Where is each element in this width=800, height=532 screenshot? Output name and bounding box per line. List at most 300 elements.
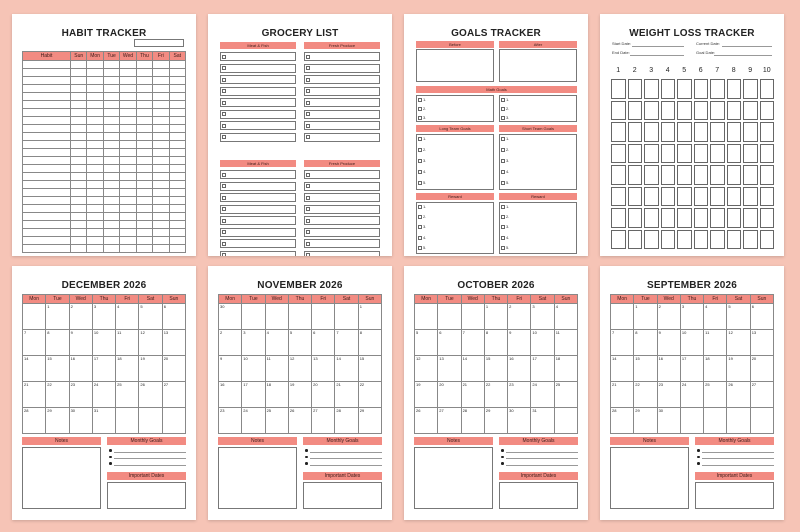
calendar-day-cell[interactable]: 21 <box>23 382 46 408</box>
habit-name-cell[interactable] <box>23 205 71 213</box>
calendar-day-cell[interactable]: 3 <box>93 304 116 330</box>
habit-check-cell[interactable] <box>104 205 120 213</box>
weight-entry-cell[interactable] <box>628 187 643 207</box>
habit-check-cell[interactable] <box>71 77 87 85</box>
weight-entry-cell[interactable] <box>710 230 725 250</box>
goal-line[interactable] <box>506 452 578 453</box>
habit-check-cell[interactable] <box>170 205 186 213</box>
weight-entry-cell[interactable] <box>710 101 725 121</box>
calendar-day-cell[interactable]: 4 <box>266 330 289 356</box>
calendar-day-cell[interactable]: 22 <box>485 382 508 408</box>
habit-name-cell[interactable] <box>23 221 71 229</box>
long-team-goal-checkbox[interactable] <box>418 181 422 185</box>
calendar-day-cell[interactable]: 21 <box>335 382 358 408</box>
grocery-item-field[interactable] <box>304 205 380 214</box>
habit-check-cell[interactable] <box>104 165 120 173</box>
calendar-day-cell[interactable]: 7 <box>462 330 485 356</box>
habit-check-cell[interactable] <box>170 157 186 165</box>
calendar-day-cell[interactable]: 13 <box>312 356 335 382</box>
habit-check-cell[interactable] <box>71 245 87 253</box>
habit-check-cell[interactable] <box>137 93 153 101</box>
weight-entry-cell[interactable] <box>694 101 709 121</box>
habit-check-cell[interactable] <box>71 173 87 181</box>
grocery-item-field[interactable] <box>304 121 380 130</box>
calendar-day-cell[interactable]: 24 <box>93 382 116 408</box>
calendar-day-cell[interactable]: 1 <box>46 304 69 330</box>
short-team-goal-checkbox[interactable] <box>501 159 505 163</box>
habit-check-cell[interactable] <box>153 205 169 213</box>
grocery-checkbox[interactable] <box>222 253 226 256</box>
grocery-checkbox[interactable] <box>306 124 310 128</box>
weight-entry-cell[interactable] <box>743 187 758 207</box>
calendar-day-cell[interactable]: 20 <box>438 382 461 408</box>
calendar-day-cell[interactable] <box>681 408 704 434</box>
weight-entry-cell[interactable] <box>694 122 709 142</box>
habit-check-cell[interactable] <box>87 69 103 77</box>
weight-entry-cell[interactable] <box>661 79 676 99</box>
habit-name-cell[interactable] <box>23 237 71 245</box>
habit-check-cell[interactable] <box>137 213 153 221</box>
habit-check-cell[interactable] <box>104 181 120 189</box>
reward-right-box[interactable] <box>499 202 577 254</box>
grocery-checkbox[interactable] <box>222 89 226 93</box>
long-team-goal-checkbox[interactable] <box>418 170 422 174</box>
weight-entry-cell[interactable] <box>644 165 659 185</box>
calendar-day-cell[interactable]: 23 <box>70 382 93 408</box>
habit-check-cell[interactable] <box>104 117 120 125</box>
habit-check-cell[interactable] <box>104 61 120 69</box>
weight-entry-cell[interactable] <box>661 187 676 207</box>
grocery-item-field[interactable] <box>304 228 380 237</box>
calendar-day-cell[interactable]: 27 <box>312 408 335 434</box>
calendar-day-cell[interactable]: 19 <box>139 356 162 382</box>
grocery-checkbox[interactable] <box>222 173 226 177</box>
calendar-day-cell[interactable]: 2 <box>658 304 681 330</box>
habit-check-cell[interactable] <box>170 93 186 101</box>
habit-check-cell[interactable] <box>153 85 169 93</box>
calendar-day-cell[interactable] <box>312 304 335 330</box>
weight-entry-cell[interactable] <box>644 144 659 164</box>
habit-check-cell[interactable] <box>137 165 153 173</box>
weight-entry-cell[interactable] <box>677 165 692 185</box>
habit-check-cell[interactable] <box>87 61 103 69</box>
habit-check-cell[interactable] <box>170 165 186 173</box>
weight-entry-cell[interactable] <box>743 208 758 228</box>
reward-right-checkbox[interactable] <box>501 246 505 250</box>
habit-check-cell[interactable] <box>120 101 136 109</box>
calendar-day-cell[interactable]: 12 <box>415 356 438 382</box>
reward-left-box[interactable] <box>416 202 494 254</box>
habit-check-cell[interactable] <box>153 125 169 133</box>
calendar-day-cell[interactable]: 13 <box>751 330 774 356</box>
calendar-day-cell[interactable]: 12 <box>139 330 162 356</box>
habit-check-cell[interactable] <box>153 69 169 77</box>
long-team-goal-checkbox[interactable] <box>418 159 422 163</box>
habit-check-cell[interactable] <box>120 221 136 229</box>
calendar-day-cell[interactable]: 23 <box>658 382 681 408</box>
calendar-day-cell[interactable] <box>462 304 485 330</box>
habit-check-cell[interactable] <box>120 133 136 141</box>
calendar-day-cell[interactable]: 30 <box>658 408 681 434</box>
calendar-day-cell[interactable]: 1 <box>485 304 508 330</box>
habit-check-cell[interactable] <box>87 237 103 245</box>
habit-check-cell[interactable] <box>137 157 153 165</box>
calendar-day-cell[interactable]: 27 <box>751 382 774 408</box>
calendar-day-cell[interactable]: 14 <box>611 356 634 382</box>
calendar-day-cell[interactable]: 16 <box>219 382 242 408</box>
calendar-day-cell[interactable] <box>611 304 634 330</box>
calendar-day-cell[interactable]: 6 <box>312 330 335 356</box>
habit-check-cell[interactable] <box>137 245 153 253</box>
habit-check-cell[interactable] <box>153 117 169 125</box>
calendar-day-cell[interactable]: 1 <box>359 304 382 330</box>
habit-check-cell[interactable] <box>137 109 153 117</box>
weight-entry-cell[interactable] <box>710 165 725 185</box>
grocery-item-field[interactable] <box>304 98 380 107</box>
calendar-day-cell[interactable]: 7 <box>335 330 358 356</box>
calendar-day-cell[interactable]: 23 <box>508 382 531 408</box>
calendar-day-cell[interactable] <box>163 408 186 434</box>
habit-check-cell[interactable] <box>87 141 103 149</box>
habit-check-cell[interactable] <box>120 213 136 221</box>
habit-check-cell[interactable] <box>87 109 103 117</box>
calendar-day-cell[interactable]: 9 <box>219 356 242 382</box>
habit-check-cell[interactable] <box>71 149 87 157</box>
weight-entry-cell[interactable] <box>644 79 659 99</box>
calendar-day-cell[interactable]: 6 <box>438 330 461 356</box>
weight-entry-cell[interactable] <box>760 208 775 228</box>
habit-name-cell[interactable] <box>23 101 71 109</box>
grocery-item-field[interactable] <box>220 193 296 202</box>
habit-check-cell[interactable] <box>153 61 169 69</box>
habit-check-cell[interactable] <box>120 165 136 173</box>
long-team-goal-checkbox[interactable] <box>418 137 422 141</box>
calendar-day-cell[interactable]: 19 <box>289 382 312 408</box>
reward-left-checkbox[interactable] <box>418 225 422 229</box>
grocery-item-field[interactable] <box>304 193 380 202</box>
weight-entry-cell[interactable] <box>611 187 626 207</box>
calendar-day-cell[interactable] <box>242 304 265 330</box>
calendar-day-cell[interactable]: 26 <box>139 382 162 408</box>
habit-check-cell[interactable] <box>153 245 169 253</box>
calendar-day-cell[interactable]: 2 <box>219 330 242 356</box>
grocery-item-field[interactable] <box>220 239 296 248</box>
habit-check-cell[interactable] <box>137 117 153 125</box>
habit-name-cell[interactable] <box>23 165 71 173</box>
weight-entry-cell[interactable] <box>760 165 775 185</box>
calendar-day-cell[interactable]: 4 <box>116 304 139 330</box>
grocery-item-field[interactable] <box>304 87 380 96</box>
grocery-item-field[interactable] <box>220 110 296 119</box>
habit-check-cell[interactable] <box>153 149 169 157</box>
grocery-item-field[interactable] <box>220 87 296 96</box>
habit-check-cell[interactable] <box>71 141 87 149</box>
weight-entry-cell[interactable] <box>760 187 775 207</box>
habit-check-cell[interactable] <box>87 101 103 109</box>
calendar-day-cell[interactable]: 29 <box>485 408 508 434</box>
calendar-day-cell[interactable]: 3 <box>242 330 265 356</box>
grocery-checkbox[interactable] <box>222 101 226 105</box>
calendar-day-cell[interactable]: 14 <box>462 356 485 382</box>
goal-line[interactable] <box>114 458 186 459</box>
weight-entry-cell[interactable] <box>727 187 742 207</box>
habit-check-cell[interactable] <box>120 117 136 125</box>
calendar-day-cell[interactable]: 24 <box>242 408 265 434</box>
habit-check-cell[interactable] <box>170 149 186 157</box>
habit-check-cell[interactable] <box>104 101 120 109</box>
habit-check-cell[interactable] <box>153 101 169 109</box>
calendar-day-cell[interactable] <box>555 408 578 434</box>
habit-check-cell[interactable] <box>137 101 153 109</box>
calendar-day-cell[interactable]: 9 <box>658 330 681 356</box>
weight-entry-cell[interactable] <box>694 165 709 185</box>
calendar-day-cell[interactable] <box>727 408 750 434</box>
grocery-checkbox[interactable] <box>306 101 310 105</box>
habit-check-cell[interactable] <box>71 109 87 117</box>
habit-check-cell[interactable] <box>137 133 153 141</box>
calendar-day-cell[interactable]: 19 <box>415 382 438 408</box>
weight-entry-cell[interactable] <box>710 122 725 142</box>
habit-check-cell[interactable] <box>87 165 103 173</box>
calendar-day-cell[interactable] <box>116 408 139 434</box>
calendar-day-cell[interactable]: 24 <box>681 382 704 408</box>
calendar-day-cell[interactable]: 8 <box>46 330 69 356</box>
calendar-day-cell[interactable]: 13 <box>163 330 186 356</box>
habit-check-cell[interactable] <box>71 237 87 245</box>
habit-check-cell[interactable] <box>104 245 120 253</box>
notes-box[interactable] <box>610 447 689 509</box>
habit-check-cell[interactable] <box>153 189 169 197</box>
habit-check-cell[interactable] <box>104 85 120 93</box>
grocery-checkbox[interactable] <box>306 184 310 188</box>
habit-check-cell[interactable] <box>137 221 153 229</box>
weight-entry-cell[interactable] <box>611 144 626 164</box>
calendar-day-cell[interactable]: 15 <box>359 356 382 382</box>
calendar-day-cell[interactable]: 7 <box>611 330 634 356</box>
calendar-day-cell[interactable] <box>415 304 438 330</box>
calendar-day-cell[interactable]: 5 <box>415 330 438 356</box>
habit-check-cell[interactable] <box>71 221 87 229</box>
habit-check-cell[interactable] <box>120 93 136 101</box>
grocery-checkbox[interactable] <box>306 207 310 211</box>
calendar-day-cell[interactable]: 18 <box>266 382 289 408</box>
math-goal-left-box[interactable] <box>416 95 494 122</box>
habit-check-cell[interactable] <box>104 229 120 237</box>
weight-entry-cell[interactable] <box>694 208 709 228</box>
grocery-item-field[interactable] <box>220 251 296 257</box>
habit-name-cell[interactable] <box>23 229 71 237</box>
calendar-day-cell[interactable]: 20 <box>312 382 335 408</box>
habit-check-cell[interactable] <box>170 221 186 229</box>
habit-name-cell[interactable] <box>23 117 71 125</box>
habit-check-cell[interactable] <box>71 205 87 213</box>
important-dates-box[interactable] <box>303 482 382 509</box>
weight-entry-cell[interactable] <box>644 101 659 121</box>
calendar-day-cell[interactable]: 28 <box>611 408 634 434</box>
habit-check-cell[interactable] <box>170 101 186 109</box>
week-field[interactable] <box>134 39 184 47</box>
calendar-day-cell[interactable]: 10 <box>681 330 704 356</box>
math-goal-right-box[interactable] <box>499 95 577 122</box>
calendar-day-cell[interactable]: 6 <box>163 304 186 330</box>
habit-check-cell[interactable] <box>87 117 103 125</box>
grocery-checkbox[interactable] <box>306 173 310 177</box>
weight-entry-cell[interactable] <box>628 208 643 228</box>
weight-entry-cell[interactable] <box>677 101 692 121</box>
weight-entry-cell[interactable] <box>743 122 758 142</box>
calendar-day-cell[interactable]: 4 <box>555 304 578 330</box>
calendar-day-cell[interactable]: 20 <box>163 356 186 382</box>
calendar-day-cell[interactable]: 25 <box>555 382 578 408</box>
grocery-item-field[interactable] <box>220 205 296 214</box>
grocery-checkbox[interactable] <box>222 112 226 116</box>
habit-check-cell[interactable] <box>87 181 103 189</box>
habit-check-cell[interactable] <box>71 189 87 197</box>
habit-check-cell[interactable] <box>87 229 103 237</box>
calendar-day-cell[interactable]: 10 <box>242 356 265 382</box>
grocery-item-field[interactable] <box>304 64 380 73</box>
weight-entry-cell[interactable] <box>694 230 709 250</box>
habit-check-cell[interactable] <box>104 149 120 157</box>
weight-entry-cell[interactable] <box>727 230 742 250</box>
habit-name-cell[interactable] <box>23 189 71 197</box>
grocery-item-field[interactable] <box>220 133 296 142</box>
habit-check-cell[interactable] <box>71 157 87 165</box>
habit-check-cell[interactable] <box>170 61 186 69</box>
grocery-checkbox[interactable] <box>222 55 226 59</box>
habit-check-cell[interactable] <box>87 133 103 141</box>
calendar-day-cell[interactable]: 8 <box>359 330 382 356</box>
weight-entry-cell[interactable] <box>727 208 742 228</box>
habit-check-cell[interactable] <box>87 173 103 181</box>
habit-name-cell[interactable] <box>23 125 71 133</box>
calendar-day-cell[interactable] <box>23 304 46 330</box>
habit-check-cell[interactable] <box>170 77 186 85</box>
weight-entry-cell[interactable] <box>677 187 692 207</box>
habit-check-cell[interactable] <box>71 117 87 125</box>
weight-entry-cell[interactable] <box>760 79 775 99</box>
habit-check-cell[interactable] <box>120 61 136 69</box>
calendar-day-cell[interactable] <box>289 304 312 330</box>
habit-check-cell[interactable] <box>170 237 186 245</box>
goal-line[interactable] <box>702 458 774 459</box>
reward-left-checkbox[interactable] <box>418 215 422 219</box>
habit-name-cell[interactable] <box>23 245 71 253</box>
habit-check-cell[interactable] <box>71 125 87 133</box>
before-box[interactable] <box>416 49 494 82</box>
calendar-day-cell[interactable]: 2 <box>508 304 531 330</box>
grocery-item-field[interactable] <box>220 52 296 61</box>
calendar-day-cell[interactable]: 26 <box>727 382 750 408</box>
weight-entry-cell[interactable] <box>760 230 775 250</box>
habit-name-cell[interactable] <box>23 157 71 165</box>
calendar-day-cell[interactable]: 27 <box>163 382 186 408</box>
habit-check-cell[interactable] <box>137 189 153 197</box>
calendar-day-cell[interactable]: 11 <box>555 330 578 356</box>
grocery-item-field[interactable] <box>304 251 380 257</box>
calendar-day-cell[interactable]: 8 <box>634 330 657 356</box>
habit-check-cell[interactable] <box>153 173 169 181</box>
habit-check-cell[interactable] <box>170 229 186 237</box>
habit-check-cell[interactable] <box>170 181 186 189</box>
habit-check-cell[interactable] <box>87 85 103 93</box>
habit-check-cell[interactable] <box>137 125 153 133</box>
weight-entry-cell[interactable] <box>661 101 676 121</box>
calendar-day-cell[interactable] <box>438 304 461 330</box>
calendar-day-cell[interactable]: 25 <box>704 382 727 408</box>
goal-line[interactable] <box>702 452 774 453</box>
math-goal-right-checkbox[interactable] <box>501 98 505 102</box>
weight-entry-cell[interactable] <box>611 101 626 121</box>
calendar-day-cell[interactable]: 21 <box>462 382 485 408</box>
calendar-day-cell[interactable]: 16 <box>508 356 531 382</box>
goal-line[interactable] <box>702 465 774 466</box>
calendar-day-cell[interactable]: 2 <box>70 304 93 330</box>
calendar-day-cell[interactable]: 11 <box>116 330 139 356</box>
calendar-day-cell[interactable]: 18 <box>555 356 578 382</box>
calendar-day-cell[interactable]: 15 <box>485 356 508 382</box>
habit-check-cell[interactable] <box>87 77 103 85</box>
weight-entry-cell[interactable] <box>677 79 692 99</box>
calendar-day-cell[interactable]: 28 <box>335 408 358 434</box>
grocery-checkbox[interactable] <box>306 253 310 256</box>
calendar-day-cell[interactable]: 31 <box>531 408 554 434</box>
weight-entry-cell[interactable] <box>611 230 626 250</box>
habit-check-cell[interactable] <box>120 109 136 117</box>
habit-check-cell[interactable] <box>120 189 136 197</box>
habit-check-cell[interactable] <box>104 157 120 165</box>
habit-check-cell[interactable] <box>87 93 103 101</box>
after-box[interactable] <box>499 49 577 82</box>
grocery-item-field[interactable] <box>220 75 296 84</box>
habit-check-cell[interactable] <box>87 157 103 165</box>
weight-entry-cell[interactable] <box>661 144 676 164</box>
habit-check-cell[interactable] <box>170 117 186 125</box>
calendar-day-cell[interactable]: 3 <box>531 304 554 330</box>
weight-entry-cell[interactable] <box>743 79 758 99</box>
calendar-day-cell[interactable]: 5 <box>139 304 162 330</box>
grocery-checkbox[interactable] <box>222 242 226 246</box>
habit-check-cell[interactable] <box>71 93 87 101</box>
habit-check-cell[interactable] <box>137 149 153 157</box>
weight-entry-cell[interactable] <box>611 208 626 228</box>
calendar-day-cell[interactable]: 30 <box>508 408 531 434</box>
weight-entry-cell[interactable] <box>760 144 775 164</box>
calendar-day-cell[interactable] <box>704 408 727 434</box>
habit-check-cell[interactable] <box>87 149 103 157</box>
habit-name-cell[interactable] <box>23 109 71 117</box>
habit-check-cell[interactable] <box>87 189 103 197</box>
reward-left-checkbox[interactable] <box>418 205 422 209</box>
habit-check-cell[interactable] <box>137 205 153 213</box>
weight-entry-cell[interactable] <box>710 187 725 207</box>
calendar-day-cell[interactable]: 10 <box>93 330 116 356</box>
habit-check-cell[interactable] <box>153 93 169 101</box>
weight-entry-cell[interactable] <box>611 122 626 142</box>
long-team-goal-checkbox[interactable] <box>418 148 422 152</box>
weight-entry-cell[interactable] <box>727 101 742 121</box>
habit-check-cell[interactable] <box>137 197 153 205</box>
habit-check-cell[interactable] <box>71 101 87 109</box>
grocery-checkbox[interactable] <box>306 242 310 246</box>
habit-check-cell[interactable] <box>71 85 87 93</box>
reward-right-checkbox[interactable] <box>501 225 505 229</box>
habit-check-cell[interactable] <box>170 125 186 133</box>
habit-check-cell[interactable] <box>153 141 169 149</box>
habit-check-cell[interactable] <box>170 213 186 221</box>
habit-check-cell[interactable] <box>120 141 136 149</box>
notes-box[interactable] <box>414 447 493 509</box>
